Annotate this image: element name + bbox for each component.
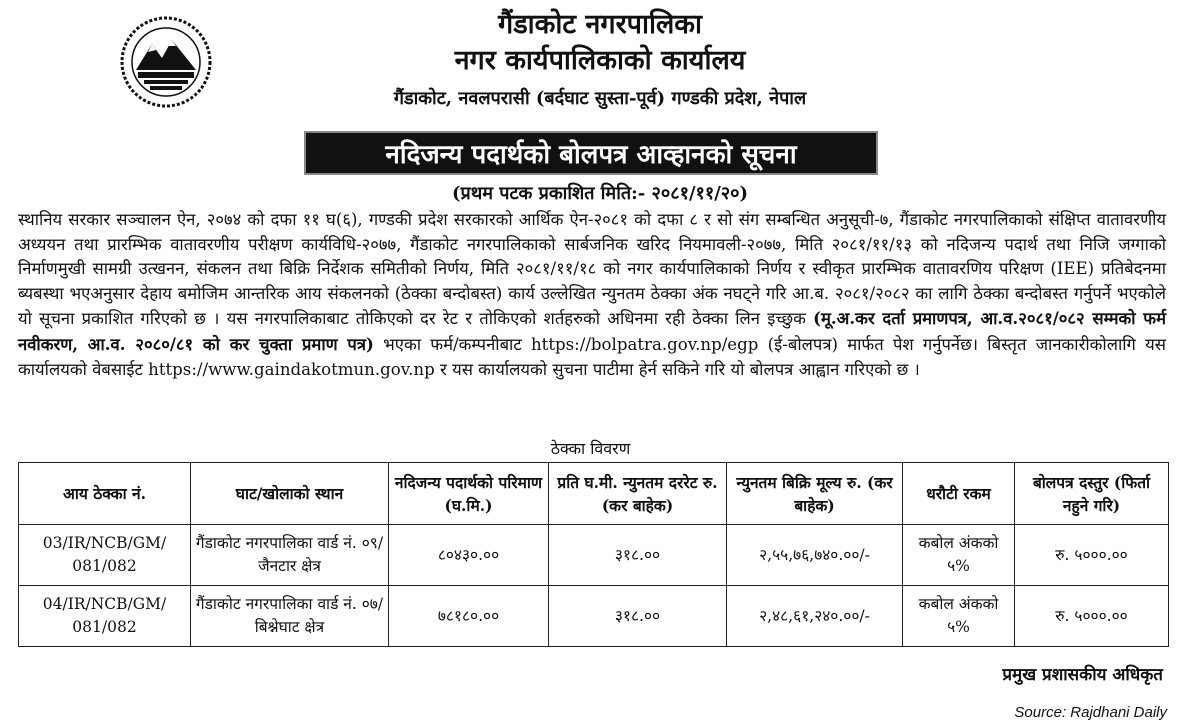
column-header: न्युनतम बिक्रि मूल्य रु. (कर बाहेक) xyxy=(727,463,903,525)
table-row xyxy=(19,525,1169,586)
table-cell: 04/IR/NCB/GM/ 081/082 xyxy=(19,586,191,647)
signatory-title: प्रमुख प्रशासकीय अधिकृत xyxy=(1002,665,1163,685)
table-cell: रु. ५०००.०० xyxy=(1015,525,1169,586)
column-header: धरौटी रकम xyxy=(903,463,1015,525)
table-cell: कबोल अंकको ५% xyxy=(903,586,1015,647)
table-row xyxy=(19,586,1169,647)
office-address: गैंडाकोट, नवलपरासी (बर्दघाट सुस्ता-पूर्व) गण्डकी प्रदेश, नेपाल xyxy=(393,88,807,109)
publication-date: (प्रथम पटक प्रकाशित मिति:- २०८१/११/२०) xyxy=(451,183,749,204)
column-header: बोलपत्र दस्तुर (फिर्ता नहुने गरि) xyxy=(1015,463,1169,525)
table-cell: ३१८.०० xyxy=(549,525,727,586)
table-caption: ठेक्का विवरण xyxy=(550,439,631,458)
notice-banner-title: नदिजन्य पदार्थको बोलपत्र आव्हानको सूचना xyxy=(304,131,878,175)
table-cell: रु. ५०००.०० xyxy=(1015,586,1169,647)
office-name: नगर कार्यपालिकाको कार्यालय xyxy=(454,45,746,76)
table-cell: कबोल अंकको ५% xyxy=(903,525,1015,586)
notice-body xyxy=(18,208,1166,382)
table-cell: गैंडाकोट नगरपालिका वार्ड नं. ०९/ जैनटार क्षेत्र xyxy=(191,525,389,586)
notice-body-required-docs: (मू.अ.कर दर्ता प्रमाणपत्र, आ.व.२०८१/०८२ सम्मको फर्म नवीकरण, आ.व. २०८०/८१ को कर चुक्ता प्रमाण पत्र) xyxy=(18,308,1166,354)
table-cell: गैंडाकोट नगरपालिका वार्ड नं. ०७/ बिश्नेघाट क्षेत्र xyxy=(191,586,389,647)
table-cell: २,४८,६१,२४०.००/- xyxy=(727,586,903,647)
table-cell: ७८१८०.०० xyxy=(389,586,549,647)
notice-body-part2: भएका फर्म/कम्पनीबाट https://bolpatra.gov.np/egp (ई-बोलपत्र) मार्फत पेश गर्नुपर्नेछ। बिस्तृत जानकारीकोलागि यस कार्यालयको वेबसाईट https://www.gaindakotmun.gov.np र यस कार्यालयको सुचना पाटीमा हेर्न सकिने गरि यो बोलपत्र आह्वान गरिएको छ । xyxy=(18,334,1167,379)
column-header: आय ठेक्का नं. xyxy=(19,463,191,525)
table-cell: 03/IR/NCB/GM/ 081/082 xyxy=(19,525,191,586)
table-cell: २,५५,७६,७४०.००/- xyxy=(727,525,903,586)
column-header: नदिजन्य पदार्थको परिमाण (घ.मि.) xyxy=(389,463,549,525)
table-header-row xyxy=(19,463,1169,525)
organization-name: गैंडाकोट नगरपालिका xyxy=(498,9,702,40)
column-header: घाट/खोलाको स्थान xyxy=(191,463,389,525)
contract-details-table xyxy=(18,462,1169,647)
source-credit: Source: Rajdhani Daily xyxy=(1014,704,1167,721)
column-header: प्रति घ.मी. न्युनतम दररेट रु. (कर बाहेक) xyxy=(549,463,727,525)
notice-body-part1: स्थानिय सरकार सञ्चालन ऐन, २०७४ को दफा ११ घ(६), गण्डकी प्रदेश सरकारको आर्थिक ऐन-२०८१ को दफा ८ र सो संग सम्बन्धित अनुसूची-७, गैंडाकोट नगरपालिकाको संक्षिप्त वातावरणीय अध्ययन तथा प्रारम्भिक वातावरणीय परीक्षण कार्यविधि-२०७७, गैंडाकोट नगरपालिकाको सार्बजनिक खरिद नियमावली-२०७७, मिति २०८१/११/१३ को नदिजन्य पदार्थ तथा निजि जग्गाको निर्माणमुखी सामग्री उत्खनन, संकलन तथा बिक्रि निर्देशक समितीको निर्णय, मिति २०८१/११/१८ को नगर कार्यपालिकाको निर्णय र स्वीकृत प्रारम्भिक वातावरणिय परिक्षण (IEE) प्रतिबेदनमा ब्यबस्था भएअनुसार देहाय बमोजिम आन्तरिक आय संकलनको (ठेक्का बन्दोबस्त) कार्य उल्लेखित न्युनतम ठेक्का अंक नघट्ने गरि आ.ब. २०८१/२०८२ का लागि ठेक्का बन्दोबस्त गर्नुपर्ने भएकोले यो सूचना प्रकाशित गरिएको छ । यस नगरपालिकाबाट तोकिएको दर रेट र तोकिएको शर्तहरुको अधिनमा रही ठेक्का लिन इच्छुक xyxy=(18,210,1166,329)
table-cell: ८०४३०.०० xyxy=(389,525,549,586)
table-cell: ३१८.०० xyxy=(549,586,727,647)
